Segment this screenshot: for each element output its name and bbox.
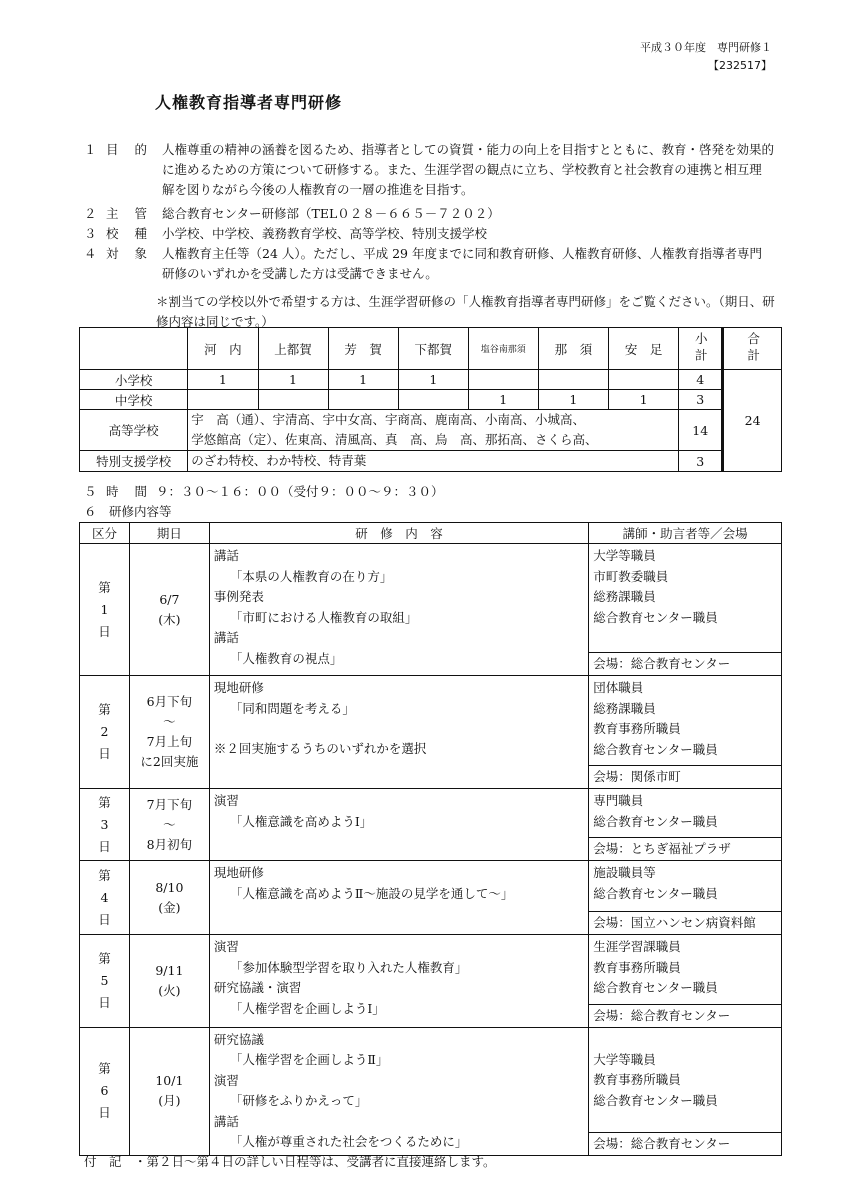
section6-heading: ６ 研修内容等: [84, 504, 172, 519]
alloc-header: 小計: [679, 328, 723, 370]
alloc-count: 1: [188, 370, 258, 390]
school-list: 宇 高（通）、宇清高、宇中女高、宇商高、鹿南高、小南高、小城高、 学悠館高（定）、佐東高、清風高、真 高、烏 高、那拓高、さくら高、: [188, 410, 679, 451]
alloc-count: [188, 390, 258, 410]
alloc-count: 1: [538, 390, 608, 410]
alloc-header: 下都賀: [398, 328, 468, 370]
header-year: 平成３０年度 専門研修１: [640, 41, 772, 54]
day-content: 現地研修 「人権意識を高めようⅡ～施設の見学を通して～」: [209, 861, 588, 935]
day-label: 第 6 日: [80, 1027, 130, 1155]
day-date: 7月下旬 ～ 8月初旬: [129, 789, 209, 861]
alloc-subtotal: 4: [679, 370, 723, 390]
school-type: 中学校: [80, 390, 188, 410]
alloc-count: [538, 370, 608, 390]
alloc-count: 1: [258, 370, 328, 390]
day-label: 第 3 日: [80, 789, 130, 861]
day-date: 6/7 (木): [129, 544, 209, 676]
alloc-subtotal: 3: [679, 451, 723, 472]
allocation-table: [79, 327, 782, 472]
day-label: 第 5 日: [80, 935, 130, 1028]
alloc-count: [398, 390, 468, 410]
venue: 会場：関係市町: [589, 765, 781, 788]
schedule-header: 研 修 内 容: [209, 523, 588, 544]
alloc-header: 芳 賀: [328, 328, 398, 370]
alloc-header: 上都賀: [258, 328, 328, 370]
venue: 会場：総合教育センター: [589, 1004, 781, 1027]
schedule-header: 期日: [129, 523, 209, 544]
day-content: 演習 「参加体験型学習を取り入れた人権教育」 研究協議・演習 「人権学習を企画しようⅠ」: [209, 935, 588, 1028]
schedule-row: [80, 935, 782, 1028]
alloc-header: 那 須: [538, 328, 608, 370]
footnote: 付 記 ・第２日～第４日の詳しい日程等は、受講者に直接連絡します。: [84, 1154, 496, 1169]
day-staff: 専門職員 総合教育センター職員 会場：とちぎ福祉プラザ: [589, 789, 782, 861]
alloc-subtotal: 3: [679, 390, 723, 410]
schedule-row: [80, 544, 782, 676]
schedule-row: [80, 789, 782, 861]
day-content: 講話 「本県の人権教育の在り方」 事例発表 「市町における人権教育の取組」 講話 「人権教育の視点」: [209, 544, 588, 676]
day-date: 9/11 (火): [129, 935, 209, 1028]
day-label: 第 4 日: [80, 861, 130, 935]
venue: 会場：国立ハンセン病資料館: [589, 911, 781, 934]
venue: 会場：とちぎ福祉プラザ: [589, 837, 781, 860]
alloc-count: 1: [608, 390, 678, 410]
alloc-count: 1: [328, 370, 398, 390]
alloc-row: [80, 451, 782, 472]
school-type: 高等学校: [80, 410, 188, 451]
day-label: 第 1 日: [80, 544, 130, 676]
schedule-row: [80, 861, 782, 935]
schedule-table: [79, 522, 782, 1156]
day-date: 8/10 (金): [129, 861, 209, 935]
alloc-header: 安 足: [608, 328, 678, 370]
school-type: 特別支援学校: [80, 451, 188, 472]
day-content: 研究協議 「人権学習を企画しようⅡ」 演習 「研修をふりかえって」 講話 「人権が尊重された社会をつくるために」: [209, 1027, 588, 1155]
school-type: 小学校: [80, 370, 188, 390]
schedule-header: 区分: [80, 523, 130, 544]
day-staff: 大学等職員 市町教委職員 総務課職員 総合教育センター職員 会場：総合教育センター: [589, 544, 782, 676]
alloc-row: [80, 370, 782, 390]
alloc-subtotal: 14: [679, 410, 723, 451]
alloc-total: 24: [723, 370, 782, 472]
doc-header: [640, 40, 772, 74]
alloc-count: 1: [468, 390, 538, 410]
page-title: 人権教育指導者専門研修: [155, 93, 343, 112]
alloc-header: 合計: [723, 328, 782, 370]
alloc-count: 1: [398, 370, 468, 390]
day-content: 演習 「人権意識を高めようⅠ」: [209, 789, 588, 861]
venue: 会場：総合教育センター: [589, 1132, 781, 1155]
day-staff: 施設職員等 総合教育センター職員 会場：国立ハンセン病資料館: [589, 861, 782, 935]
schedule-row: [80, 1027, 782, 1155]
venue: 会場：総合教育センター: [589, 652, 781, 675]
day-staff: 団体職員 総務課職員 教育事務所職員 総合教育センター職員 会場：関係市町: [589, 676, 782, 789]
day-date: 6月下旬 ～ 7月上旬 に2回実施: [129, 676, 209, 789]
alloc-count: [258, 390, 328, 410]
alloc-count: [328, 390, 398, 410]
alloc-header: 塩谷南那須: [468, 328, 538, 370]
day-staff: 大学等職員 教育事務所職員 総合教育センター職員 会場：総合教育センター: [589, 1027, 782, 1155]
school-list: のざわ特校、わか特校、特青葉: [188, 451, 679, 472]
day-date: 10/1 (月): [129, 1027, 209, 1155]
alloc-corner: [80, 328, 188, 370]
day-content: 現地研修 「同和問題を考える」 ※２回実施するうちのいずれかを選択: [209, 676, 588, 789]
day-label: 第 2 日: [80, 676, 130, 789]
schedule-header: 講師・助言者等／会場: [589, 523, 782, 544]
alloc-row: [80, 390, 782, 410]
alloc-row: [80, 410, 782, 451]
day-staff: 生涯学習課職員 教育事務所職員 総合教育センター職員 会場：総合教育センター: [589, 935, 782, 1028]
header-code: 【232517】: [708, 59, 772, 72]
alloc-count: [468, 370, 538, 390]
schedule-row: [80, 676, 782, 789]
alloc-header: 河 内: [188, 328, 258, 370]
alloc-count: [608, 370, 678, 390]
